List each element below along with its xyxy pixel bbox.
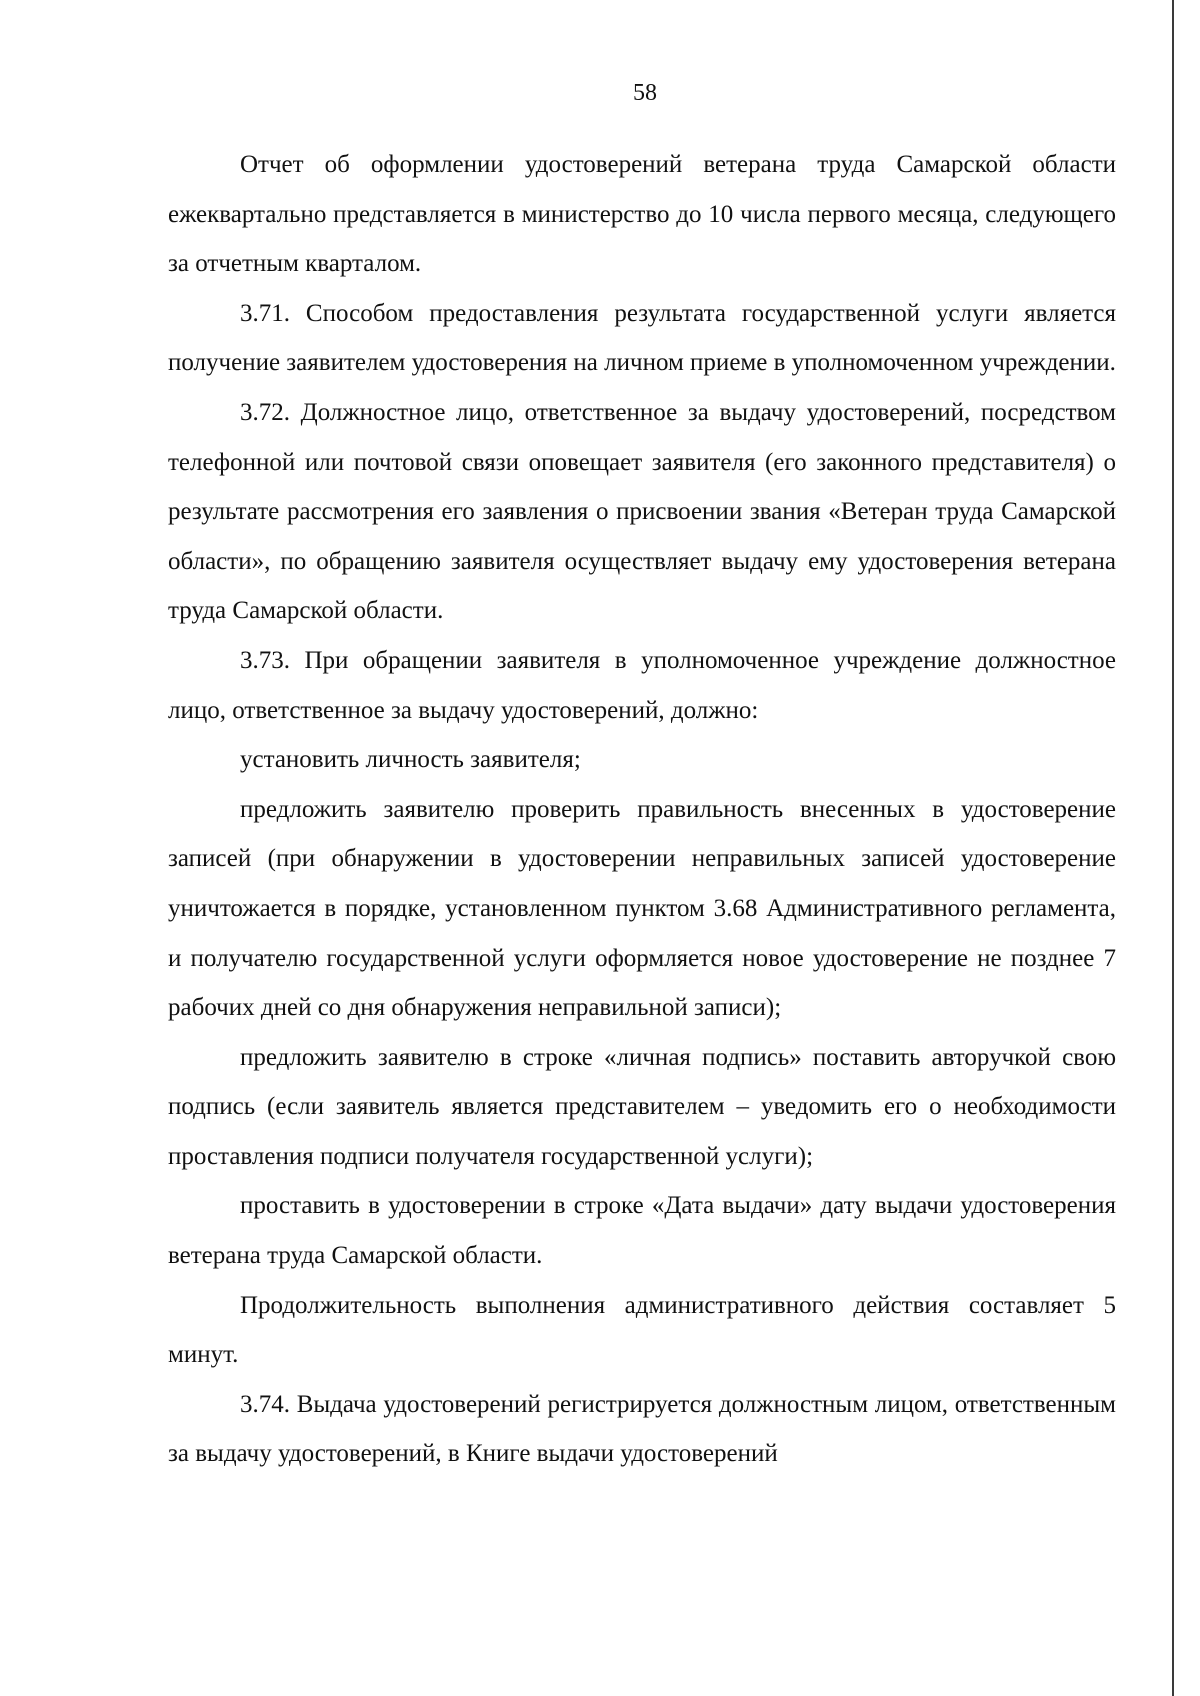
document-body bbox=[168, 140, 1116, 1479]
paragraph-3-72: 3.72. Должностное лицо, ответственное за выдачу удостоверений, посредством телефонной или почтовой связи оповещает заявителя (его законного представителя) о результате рассмотрения его заявления о присвоении звания «Ветеран труда Самарской области», по обращению заявителя осуществляет выдачу ему удостоверения ветерана труда Самарской области. bbox=[168, 398, 1116, 625]
list-item-identify-applicant: установить личность заявителя; bbox=[240, 746, 581, 774]
paragraph-3-73: 3.73. При обращении заявителя в уполномоченное учреждение должностное лицо, ответственное за выдачу удостоверений, должно: bbox=[168, 646, 1116, 724]
paragraph-report-schedule: Отчет об оформлении удостоверений ветерана труда Самарской области ежеквартально представляется в министерство до 10 числа первого месяца, следующего за отчетным кварталом. bbox=[168, 151, 1116, 278]
paragraph-duration: Продолжительность выполнения административного действия составляет 5 минут. bbox=[168, 1291, 1116, 1369]
scan-edge-line bbox=[1172, 0, 1174, 1696]
list-item-issue-date: проставить в удостоверении в строке «Дата выдачи» дату выдачи удостоверения ветерана труда Самарской области. bbox=[168, 1192, 1116, 1270]
paragraph-3-71: 3.71. Способом предоставления результата государственной услуги является получение заявителем удостоверения на личном приеме в уполномоченном учреждении. bbox=[168, 299, 1116, 377]
paragraph-3-74: 3.74. Выдача удостоверений регистрируется должностным лицом, ответственным за выдачу удостоверений, в Книге выдачи удостоверений bbox=[168, 1390, 1116, 1468]
list-item-signature: предложить заявителю в строке «личная подпись» поставить авторучкой свою подпись (если заявитель является представителем – уведомить его о необходимости проставления подписи получателя государственной услуги); bbox=[168, 1043, 1116, 1170]
list-item-check-records: предложить заявителю проверить правильность внесенных в удостоверение записей (при обнаружении в удостоверении неправильных записей удостоверение уничтожается в порядке, установленном пунктом 3.68 Административного регламента, и получателю государственной услуги оформляется новое удостоверение не позднее 7 рабочих дней со дня обнаружения неправильной записи); bbox=[168, 795, 1116, 1022]
page-number: 58 bbox=[633, 80, 657, 106]
